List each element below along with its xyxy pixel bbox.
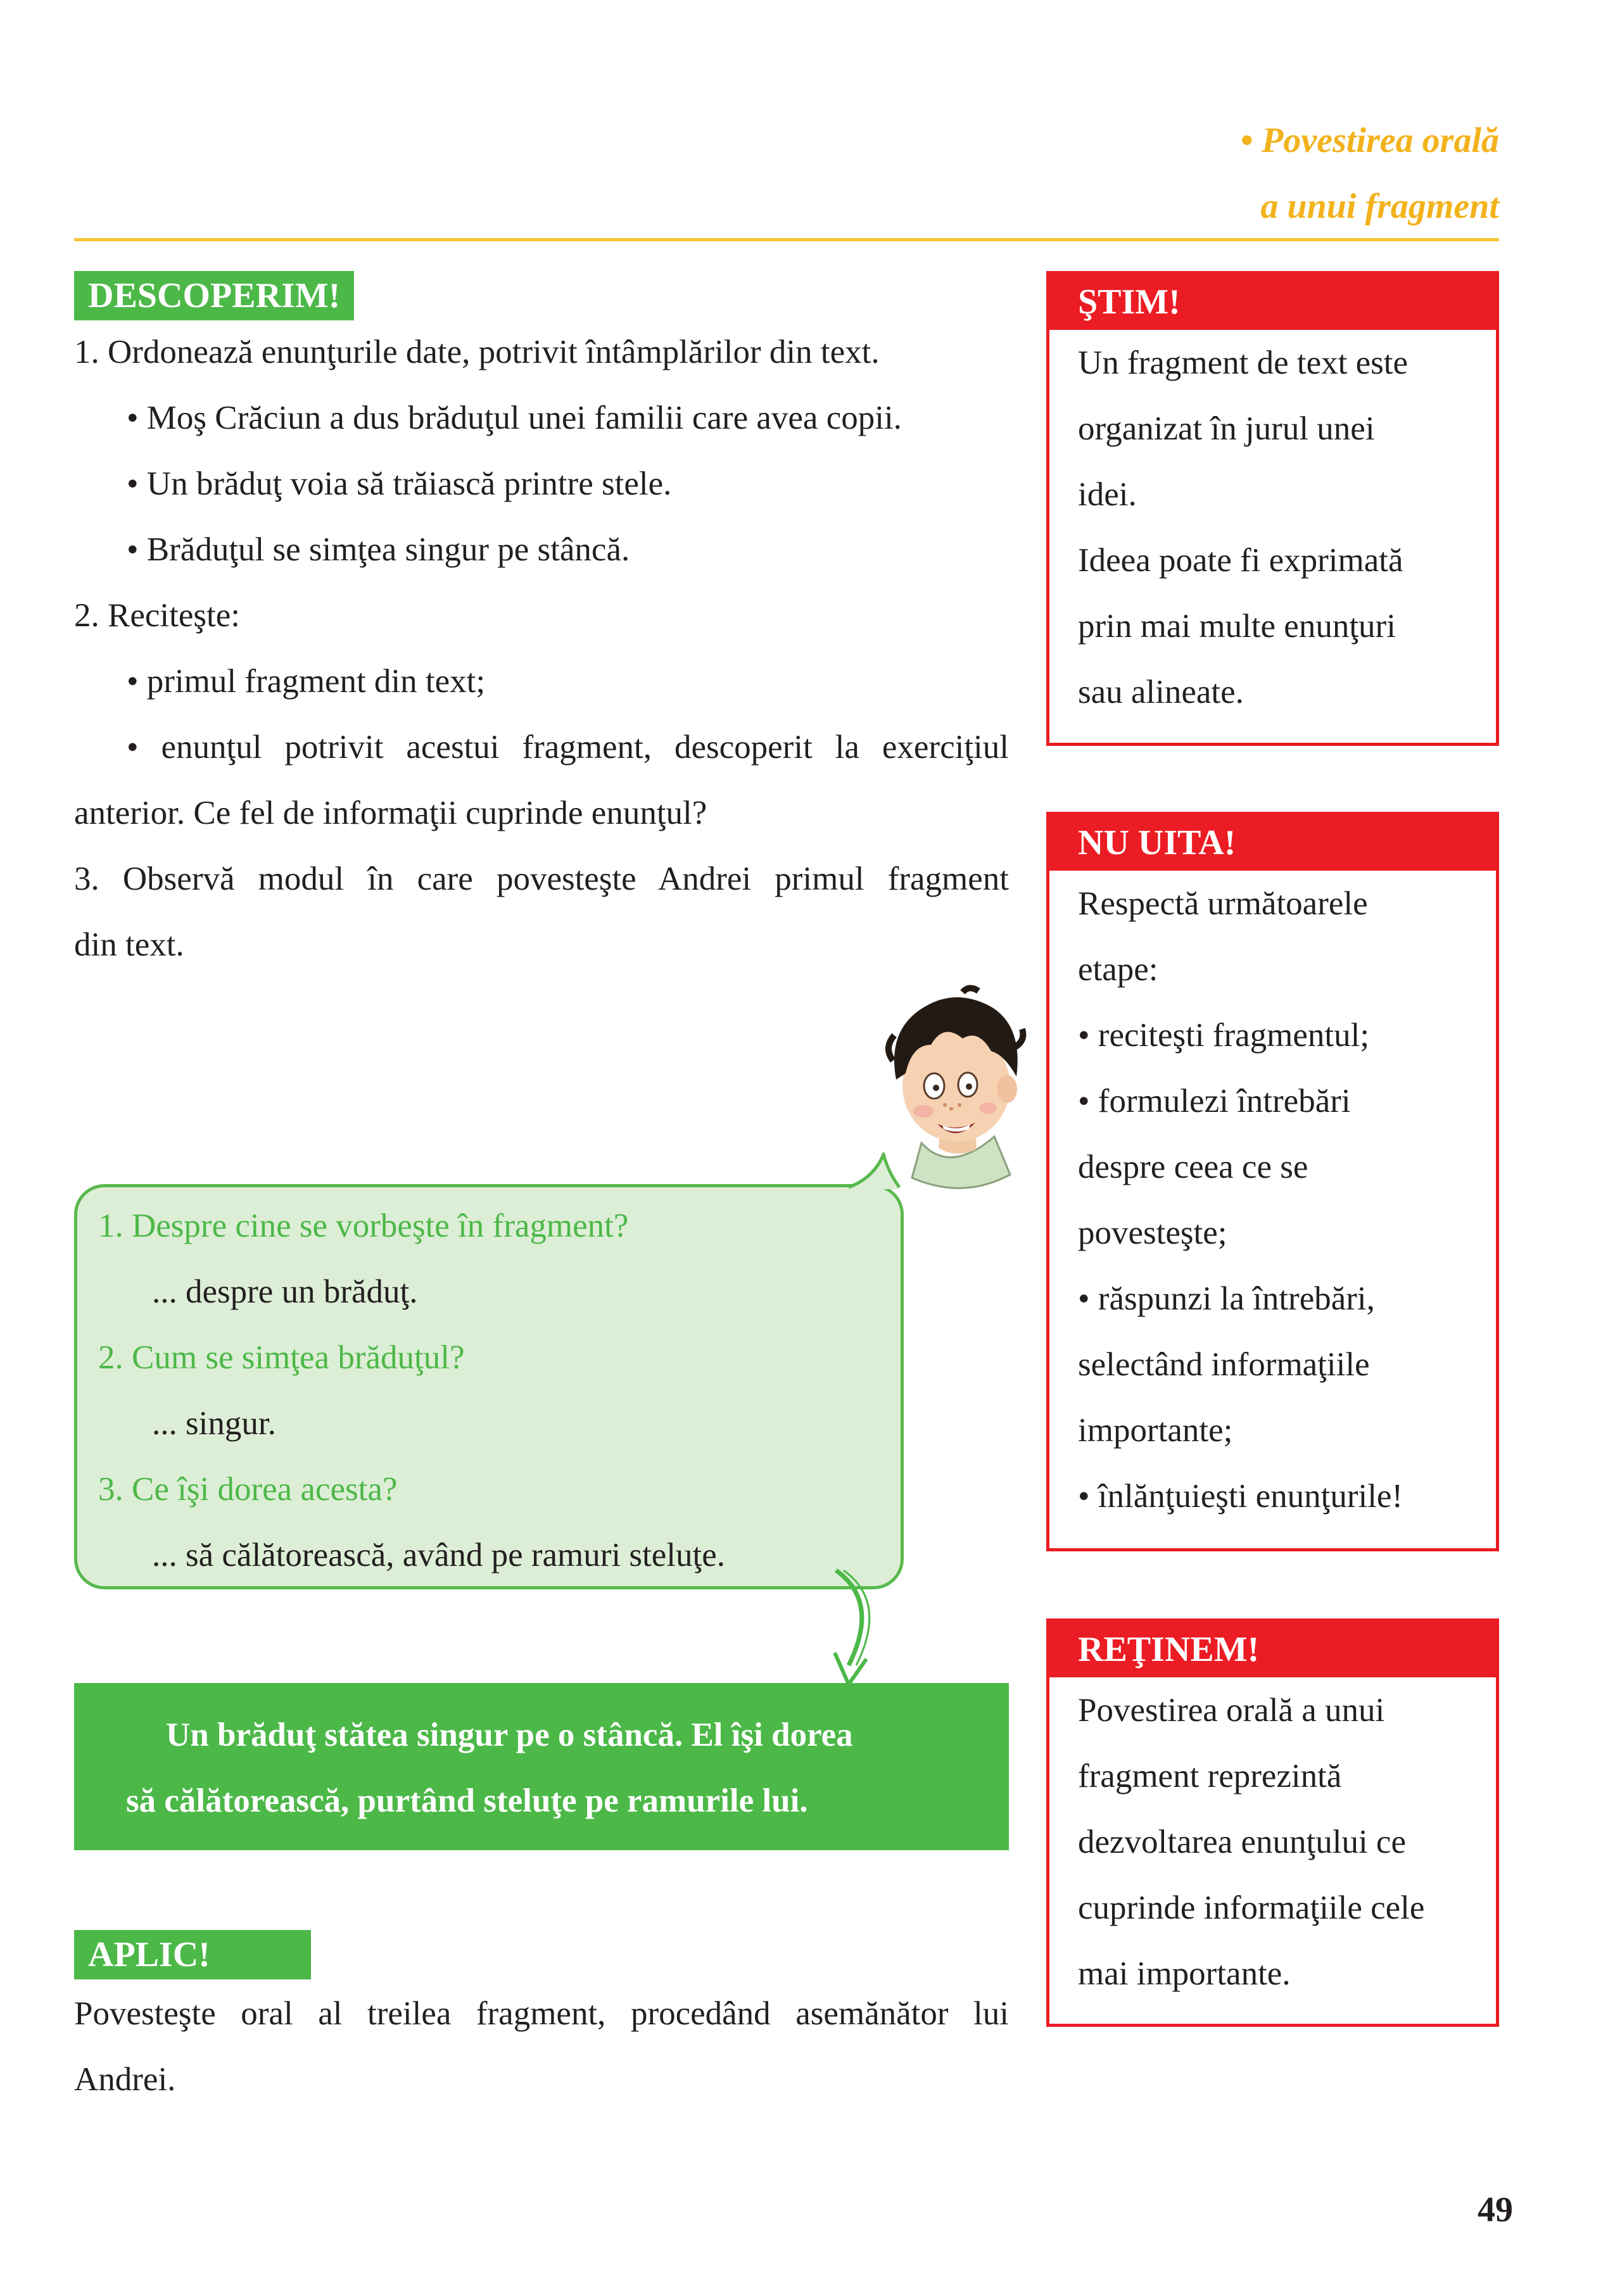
retinem-line: fragment reprezintă	[1078, 1758, 1342, 1795]
nu-uita-line: importante;	[1078, 1412, 1233, 1449]
exercise-1-item: • Brăduţul se simţea singur pe stâncă.	[127, 531, 630, 568]
retinem-line: dezvoltarea enunţului ce	[1078, 1824, 1406, 1860]
arrow-down-icon	[817, 1564, 893, 1691]
bubble-answer-2: ... singur.	[152, 1405, 276, 1442]
stim-line: Un fragment de text este	[1078, 344, 1408, 381]
aplic-label: APLIC!	[74, 1930, 311, 1979]
topic-line-1: • Povestirea orală	[1240, 121, 1499, 160]
exercise-2: 2. Reciteşte:	[74, 597, 240, 634]
nu-uita-line: • răspunzi la întrebări,	[1078, 1280, 1375, 1317]
descoperim-label: DESCOPERIM!	[74, 271, 354, 320]
stim-line: prin mai multe enunţuri	[1078, 608, 1396, 645]
exercise-2-item: • enunţul potrivit acestui fragment, descoperit la exerciţiul	[127, 729, 1009, 766]
retinem-line: mai importante.	[1078, 1955, 1291, 1992]
bubble-answer-1: ... despre un brăduţ.	[152, 1273, 418, 1310]
nu-uita-line: Respectă următoarele	[1078, 885, 1368, 922]
summary-line-2: să călătorească, purtând steluţe pe ramurile lui.	[126, 1782, 808, 1819]
speech-bubble-tail	[849, 1152, 912, 1190]
stim-line: idei.	[1078, 476, 1137, 513]
exercise-1: 1. Ordonează enunţurile date, potrivit întâmplărilor din text.	[74, 334, 880, 370]
retinem-title: REŢINEM!	[1049, 1622, 1496, 1677]
bubble-answer-3: ... să călătorească, având pe ramuri steluţe.	[152, 1537, 725, 1574]
exercise-3-continuation: din text.	[74, 926, 184, 963]
nu-uita-line: • formulezi întrebări	[1078, 1083, 1351, 1120]
summary-box	[74, 1683, 1009, 1850]
stim-box	[1046, 271, 1499, 746]
exercise-1-item: • Un brăduţ voia să trăiască printre stele.	[127, 465, 672, 502]
retinem-line: Povestirea orală a unui	[1078, 1692, 1385, 1729]
nu-uita-line: etape:	[1078, 951, 1158, 988]
bubble-question-1: 1. Despre cine se vorbeşte în fragment?	[98, 1208, 629, 1244]
stim-line: organizat în jurul unei	[1078, 410, 1375, 447]
stim-line: Ideea poate fi exprimată	[1078, 542, 1403, 579]
exercise-1-item: • Moş Crăciun a dus brăduţul unei familii care avea copii.	[127, 400, 902, 436]
exercise-3: 3. Observă modul în care povesteşte Andrei primul fragment	[74, 861, 1009, 897]
exercise-2-item-continuation: anterior. Ce fel de informaţii cuprinde enunţul?	[74, 795, 707, 831]
summary-line-1: Un brăduţ stătea singur pe o stâncă. El îşi dorea	[166, 1717, 853, 1753]
bubble-question-2: 2. Cum se simţea brăduţul?	[98, 1339, 465, 1376]
aplic-text: Povesteşte oral al treilea fragment, procedând asemănător lui	[74, 1995, 1009, 2032]
bubble-question-3: 3. Ce îşi dorea acesta?	[98, 1471, 398, 1508]
aplic-text-continuation: Andrei.	[74, 2061, 176, 2098]
nu-uita-line: • înlănţuieşti enunţurile!	[1078, 1478, 1403, 1515]
nu-uita-line: despre ceea ce se	[1078, 1149, 1308, 1185]
header-rule	[74, 238, 1499, 241]
page-number: 49	[1478, 2190, 1513, 2230]
stim-title: ŞTIM!	[1049, 274, 1496, 330]
topic-line-2: a unui fragment	[1260, 187, 1499, 226]
stim-line: sau alineate.	[1078, 674, 1244, 710]
nu-uita-line: selectând informaţiile	[1078, 1346, 1370, 1383]
nu-uita-line: • reciteşti fragmentul;	[1078, 1017, 1370, 1054]
exercise-2-item: • primul fragment din text;	[127, 663, 486, 700]
retinem-box	[1046, 1618, 1499, 2027]
nu-uita-line: povesteşte;	[1078, 1214, 1227, 1251]
nu-uita-title: NU UITA!	[1049, 815, 1496, 871]
nu-uita-box	[1046, 812, 1499, 1551]
retinem-line: cuprinde informaţiile cele	[1078, 1889, 1425, 1926]
